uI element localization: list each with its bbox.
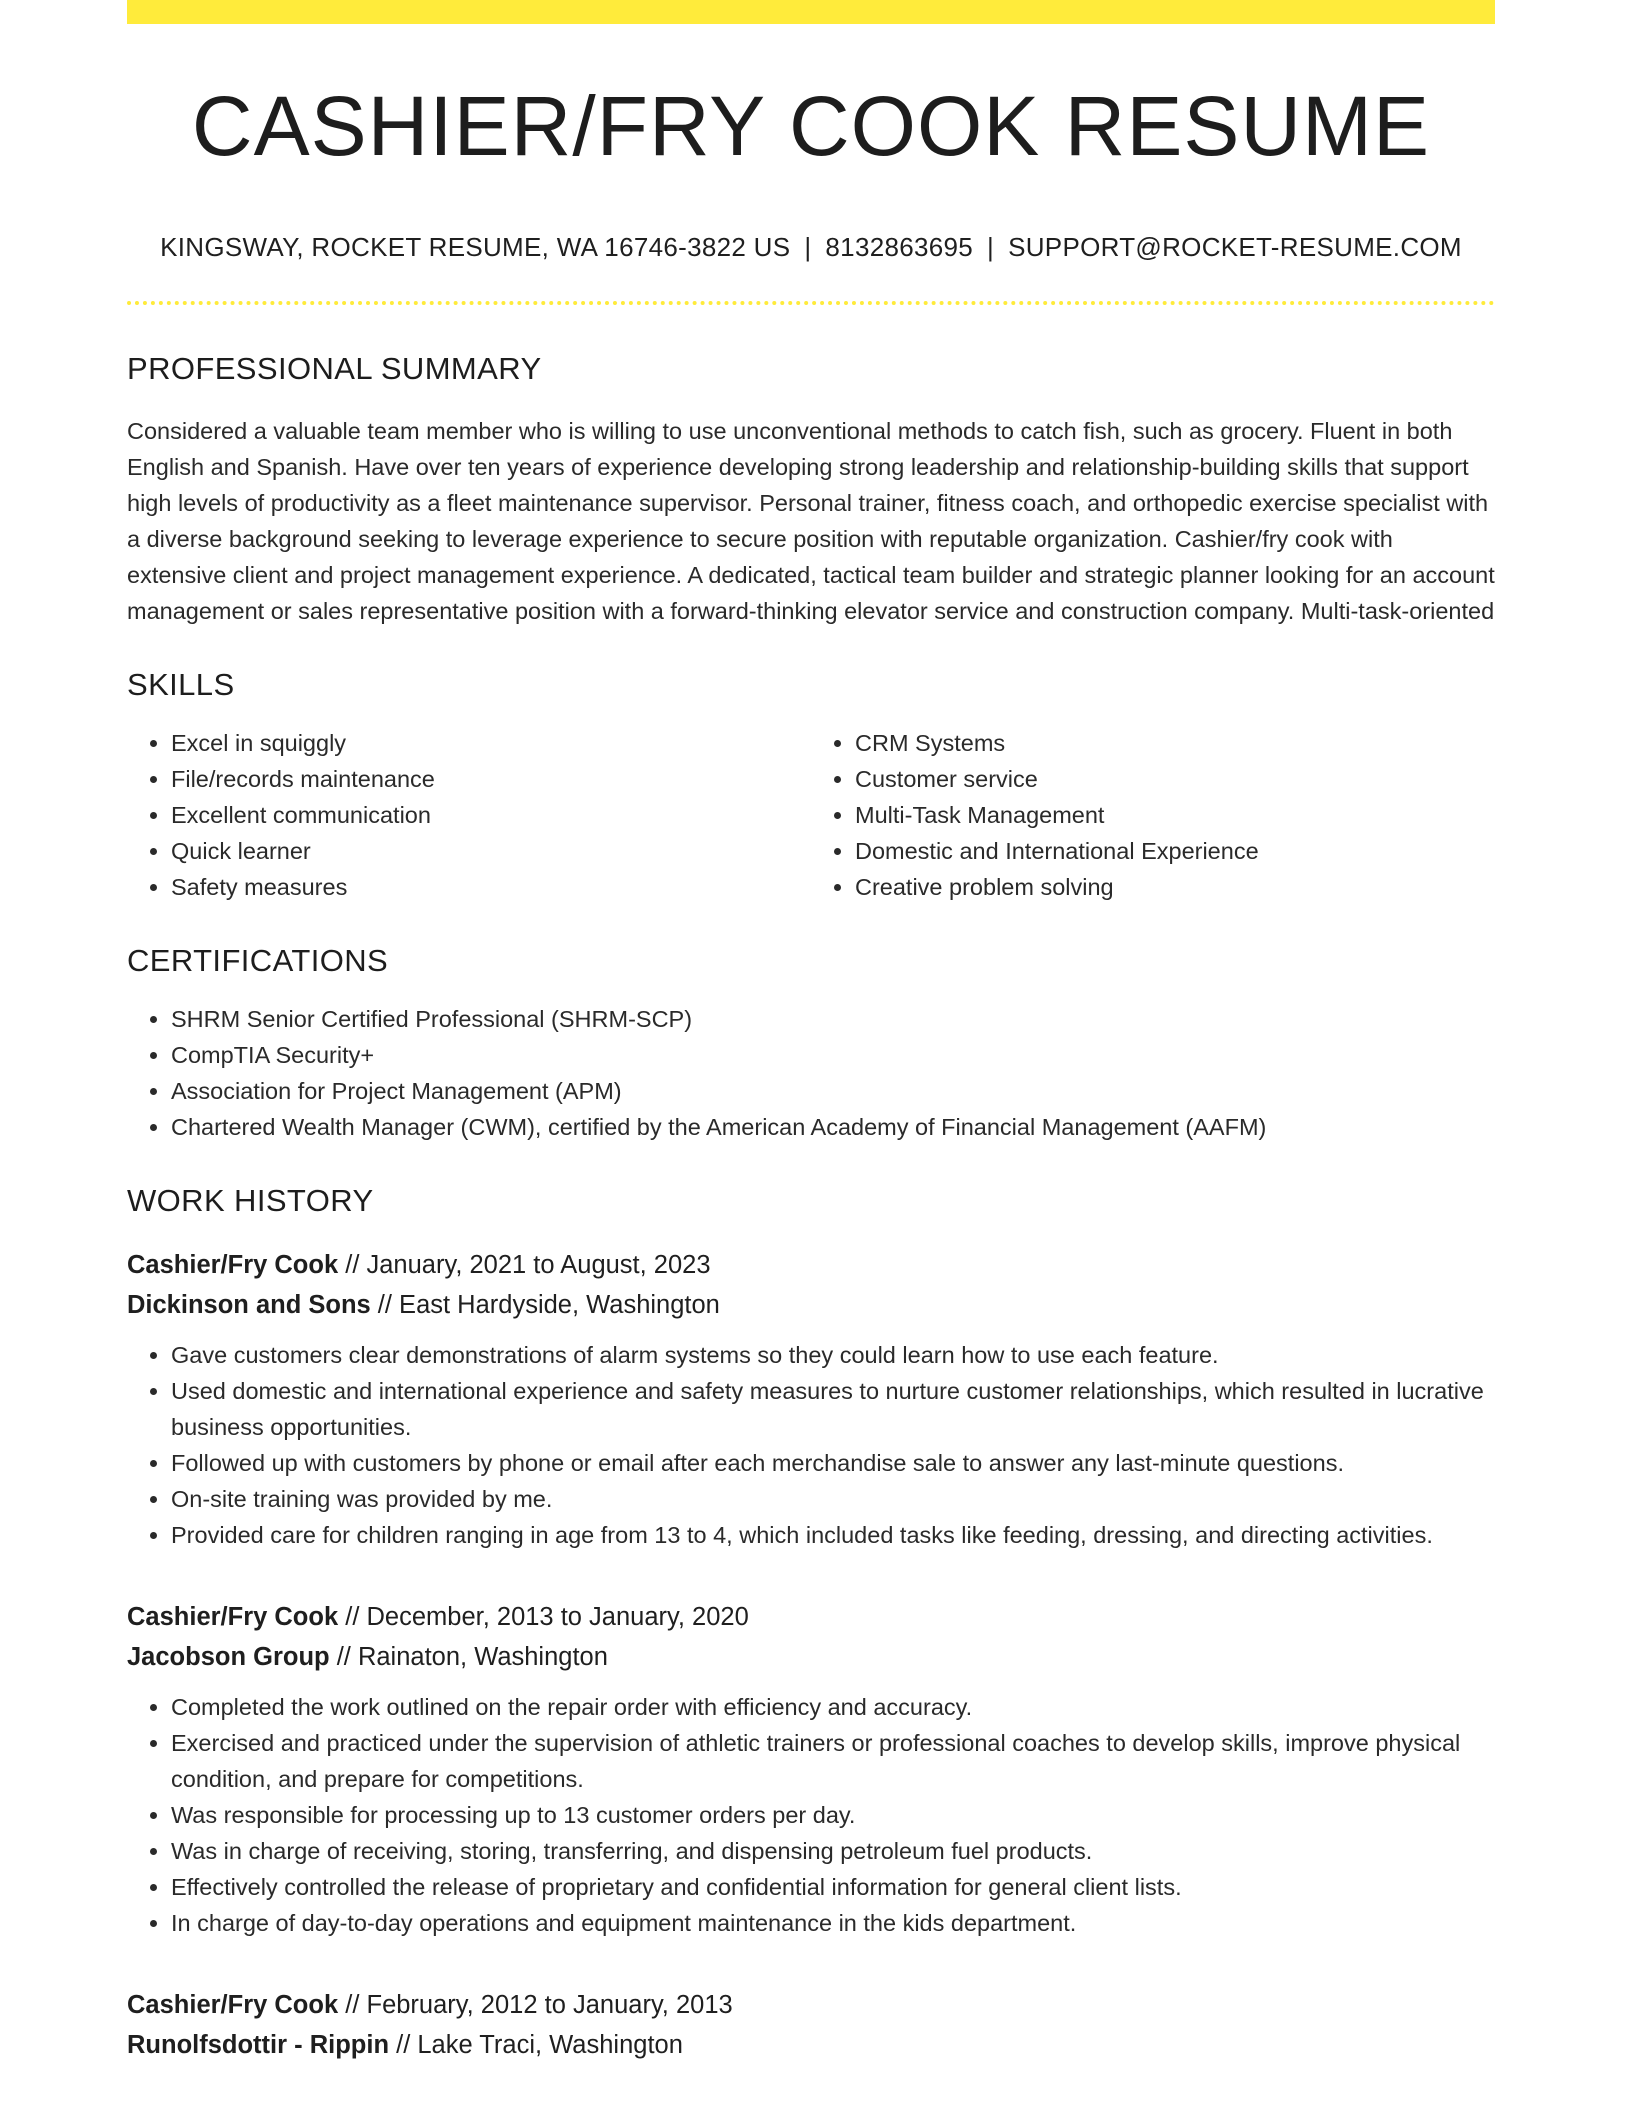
job-bullet: • Gave customers clear demonstrations of alarm systems so they could learn how to use each feature. [171, 1337, 1495, 1373]
job-location: // Rainaton, Washington [329, 1643, 608, 1671]
skill-item: • Safety measures [171, 869, 811, 905]
job-entry [127, 1597, 1495, 1941]
job-bullets [127, 1337, 1495, 1553]
job-title-line [127, 1245, 1495, 1285]
page-title: CASHIER/FRY COOK RESUME [191, 79, 1431, 173]
certifications-section [127, 943, 1495, 1145]
certification-item: • Chartered Wealth Manager (CWM), certified by the American Academy of Financial Management (AAFM) [171, 1109, 1495, 1145]
contact-separator: | [987, 232, 995, 262]
summary-heading: PROFESSIONAL SUMMARY [127, 351, 542, 386]
job-company: Jacobson Group [127, 1643, 330, 1671]
job-dates: // January, 2021 to August, 2023 [338, 1251, 711, 1279]
resume-page [127, 0, 1495, 2065]
job-title-line [127, 1985, 1495, 2025]
work-history-heading: WORK HISTORY [127, 1183, 374, 1218]
job-location: // East Hardyside, Washington [370, 1291, 720, 1319]
certification-item: • Association for Project Management (APM) [171, 1073, 1495, 1109]
contact-phone: 8132863695 [825, 232, 974, 262]
certifications-heading: CERTIFICATIONS [127, 943, 389, 978]
job-bullet: • In charge of day-to-day operations and equipment maintenance in the kids department. [171, 1905, 1495, 1941]
skill-item: • Customer service [855, 761, 1495, 797]
skill-item: • CRM Systems [855, 725, 1495, 761]
job-bullet: • Effectively controlled the release of proprietary and confidential information for general client lists. [171, 1869, 1495, 1905]
job-company: Runolfsdottir - Rippin [127, 2031, 390, 2059]
job-bullet: • Was in charge of receiving, storing, transferring, and dispensing petroleum fuel products. [171, 1833, 1495, 1869]
job-bullet: • Provided care for children ranging in age from 13 to 4, which included tasks like feeding, dressing, and directing activities. [171, 1517, 1495, 1553]
skill-item: • File/records maintenance [171, 761, 811, 797]
job-company: Dickinson and Sons [127, 1291, 371, 1319]
job-bullet: • Followed up with customers by phone or email after each merchandise sale to answer any last-minute questions. [171, 1445, 1495, 1481]
contact-line [127, 232, 1495, 263]
job-company-line [127, 1285, 1495, 1325]
contact-email: SUPPORT@ROCKET-RESUME.COM [1008, 232, 1462, 262]
contact-separator: | [804, 232, 812, 262]
job-bullets [127, 1689, 1495, 1941]
skill-item: • Multi-Task Management [855, 797, 1495, 833]
job-bullet: • Was responsible for processing up to 13 customer orders per day. [171, 1797, 1495, 1833]
skills-left-list [127, 725, 811, 905]
job-bullet: • Exercised and practiced under the supervision of athletic trainers or professional coaches to develop skills, improve physical condition, and prepare for competitions. [171, 1725, 1495, 1797]
job-title: Cashier/Fry Cook [127, 1251, 339, 1279]
skill-item: • Quick learner [171, 833, 811, 869]
job-company-line [127, 1637, 1495, 1677]
work-history-section [127, 1183, 1495, 2065]
skills-section [127, 667, 1495, 905]
certification-item: • SHRM Senior Certified Professional (SHRM-SCP) [171, 1001, 1495, 1037]
job-dates: // December, 2013 to January, 2020 [338, 1603, 749, 1631]
job-bullet: • On-site training was provided by me. [171, 1481, 1495, 1517]
skill-item: • Excel in squiggly [171, 725, 811, 761]
job-location: // Lake Traci, Washington [389, 2031, 683, 2059]
skill-item: • Domestic and International Experience [855, 833, 1495, 869]
job-entry [127, 1985, 1495, 2065]
job-title: Cashier/Fry Cook [127, 1603, 339, 1631]
job-dates: // February, 2012 to January, 2013 [338, 1991, 733, 2019]
job-entry [127, 1245, 1495, 1553]
skills-columns [127, 725, 1495, 905]
certification-item: • CompTIA Security+ [171, 1037, 1495, 1073]
header-divider [127, 301, 1495, 305]
skill-item: • Creative problem solving [855, 869, 1495, 905]
job-title-line [127, 1597, 1495, 1637]
job-title: Cashier/Fry Cook [127, 1991, 339, 2019]
certifications-list [127, 1001, 1495, 1145]
accent-bar [127, 0, 1495, 24]
summary-text: Considered a valuable team member who is willing to use unconventional methods to catch fish, such as grocery. Fluent in both English and Spanish. Have over ten years of experience developing strong leadership and relationship-building skills that support high levels of productivity as a fleet maintenance supervisor. Personal trainer, fitness coach, and orthopedic exercise specialist with a diverse background seeking to leverage experience to secure position with reputable organization. Cashier/fry cook with extensive client and project management experience. A dedicated, tactical team builder and strategic planner looking for an account management or sales representative position with a forward-thinking elevator service and construction company. Multi-task-oriented [127, 418, 1495, 624]
contact-address: KINGSWAY, ROCKET RESUME, WA 16746-3822 US [160, 232, 791, 262]
skill-item: • Excellent communication [171, 797, 811, 833]
skills-right-list [811, 725, 1495, 905]
job-bullet: • Completed the work outlined on the repair order with efficiency and accuracy. [171, 1689, 1495, 1725]
job-company-line [127, 2025, 1495, 2065]
skills-heading: SKILLS [127, 667, 235, 702]
job-bullet: • Used domestic and international experience and safety measures to nurture customer relationships, which resulted in lucrative business opportunities. [171, 1373, 1495, 1445]
